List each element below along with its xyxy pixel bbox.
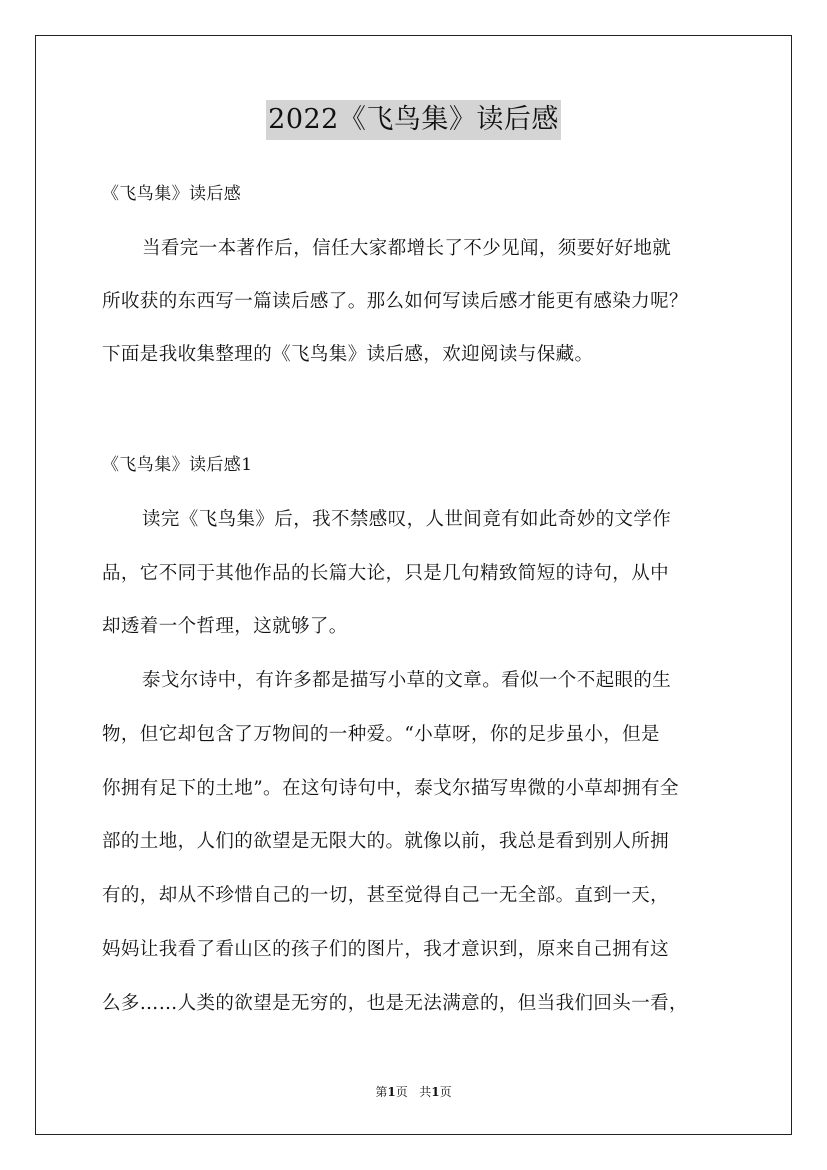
page-prefix: 第 xyxy=(375,1085,388,1099)
title-container xyxy=(0,100,827,140)
section1-heading: 《飞鸟集》读后感1 xyxy=(102,455,253,475)
paragraph-line: 物，但它却包含了万物间的一种爱。“小草呀，你的足步虽小，但是 xyxy=(102,724,660,745)
paragraph-line: 妈妈让我看了看山区的孩子们的图片，我才意识到，原来自己拥有这 xyxy=(102,939,670,960)
paragraph-line: 你拥有足下的土地”。在这句诗句中，泰戈尔描写卑微的小草却拥有全 xyxy=(102,778,679,799)
total-prefix: 共 xyxy=(419,1085,432,1099)
page-footer xyxy=(0,1084,827,1100)
paragraph-line: 么多……人类的欲望是无穷的，也是无法满意的，但当我们回头一看， xyxy=(102,993,688,1014)
paragraph-line: 泰戈尔诗中，有许多都是描写小草的文章。看似一个不起眼的生 xyxy=(142,670,672,691)
total-pages: 1 xyxy=(431,1085,440,1099)
document-title: 2022《飞鸟集》读后感 xyxy=(266,100,561,140)
paragraph-line: 有的，却从不珍惜自己的一切，甚至觉得自己一无全部。直到一天， xyxy=(102,885,670,906)
intro-line: 下面是我收集整理的《飞鸟集》读后感，欢迎阅读与保藏。 xyxy=(102,344,594,365)
paragraph-line: 部的土地，人们的欲望是无限大的。就像以前，我总是看到别人所拥 xyxy=(102,831,670,852)
page-number: 1 xyxy=(387,1085,396,1099)
paragraph-line: 读完《飞鸟集》后，我不禁感叹，人世间竟有如此奇妙的文学作 xyxy=(142,509,672,530)
page-suffix: 页 xyxy=(395,1085,408,1099)
intro-line: 所收获的东西写一篇读后感了。那么如何写读后感才能更有感染力呢？ xyxy=(102,291,688,312)
intro-line: 当看完一本著作后，信任大家都增长了不少见闻，须要好好地就 xyxy=(142,238,672,259)
paragraph-line: 品，它不同于其他作品的长篇大论，只是几句精致简短的诗句，从中 xyxy=(102,563,670,584)
intro-heading: 《飞鸟集》读后感 xyxy=(102,184,242,204)
paragraph-line: 却透着一个哲理，这就够了。 xyxy=(102,616,348,637)
total-suffix: 页 xyxy=(439,1085,452,1099)
